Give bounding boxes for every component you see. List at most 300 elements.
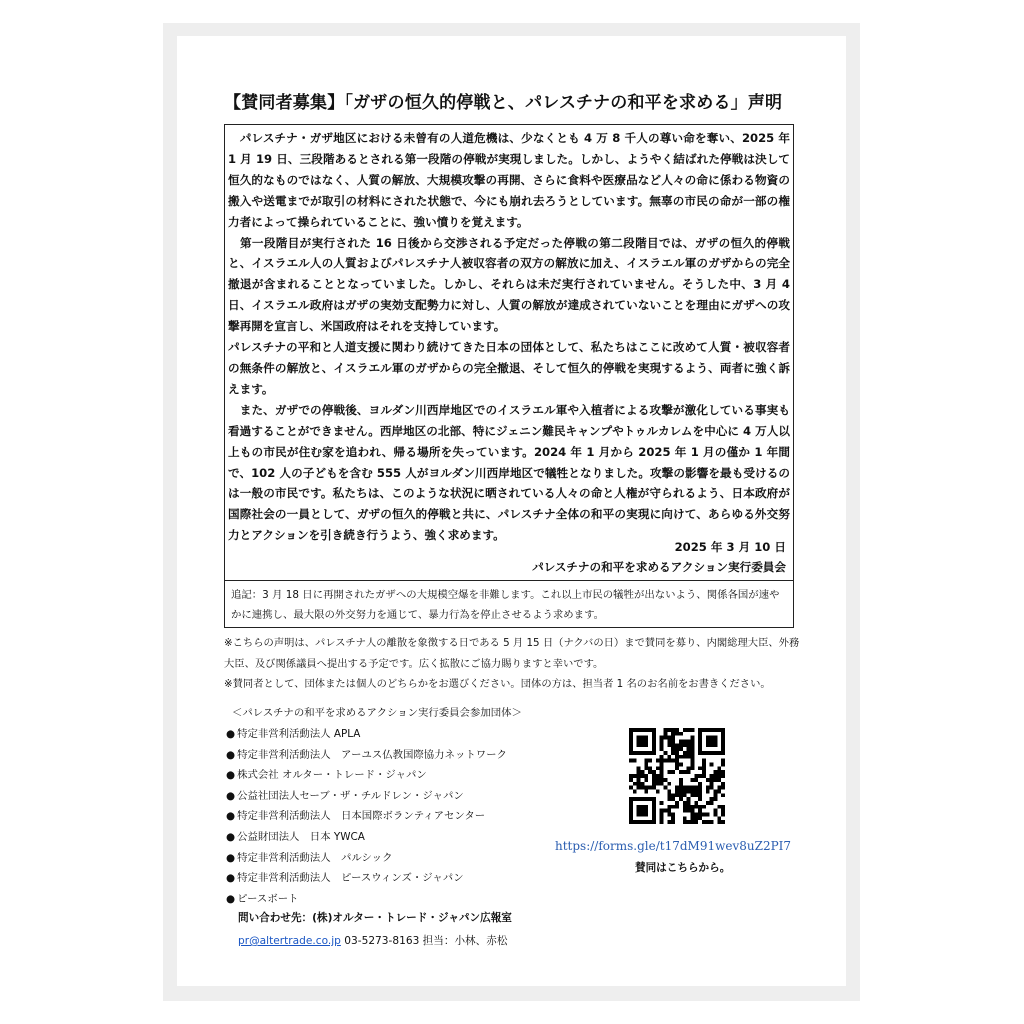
qr-module — [671, 805, 675, 809]
signup-qr-code[interactable] — [629, 728, 725, 824]
qr-module — [633, 751, 637, 755]
qr-module — [652, 805, 656, 809]
qr-module — [667, 740, 671, 744]
qr-module — [679, 789, 683, 793]
qr-module — [667, 755, 671, 759]
qr-module — [721, 786, 725, 790]
qr-module — [690, 793, 694, 797]
qr-module — [687, 805, 691, 809]
qr-module — [679, 778, 683, 782]
organization-item: ● 特定非営利活動法人 パルシック — [226, 848, 507, 869]
qr-module — [706, 820, 710, 824]
qr-module — [698, 789, 702, 793]
qr-module — [694, 786, 698, 790]
statement-date: 2025 年 3 月 10 日 — [674, 540, 786, 554]
qr-module — [717, 774, 721, 778]
statement-body — [228, 128, 790, 546]
qr-module — [710, 820, 714, 824]
organization-item: ● ピースボート — [226, 889, 507, 910]
qr-module — [702, 812, 706, 816]
qr-module — [660, 755, 664, 759]
qr-module — [698, 740, 702, 744]
contact-phone-and-staff: 03-5273-8163 担当：小林、赤松 — [340, 935, 508, 947]
qr-module — [721, 728, 725, 732]
qr-module — [664, 751, 668, 755]
qr-module — [679, 770, 683, 774]
qr-module — [690, 809, 694, 813]
qr-module — [637, 743, 641, 747]
qr-module — [664, 759, 668, 763]
qr-module — [683, 789, 687, 793]
qr-module — [671, 793, 675, 797]
qr-module — [702, 763, 706, 767]
qr-module — [667, 820, 671, 824]
qr-module — [660, 782, 664, 786]
qr-module — [710, 736, 714, 740]
qr-module — [710, 801, 714, 805]
qr-module — [706, 789, 710, 793]
statement-postscript: 追記：3 月 18 日に再開されたガザへの大規模空爆を非難します。これ以上市民の犠牲が出ないよう、関係各国が速やかに連携し、最大限の外交努力を通じて、暴力行為を停止させるよう求めます。 — [231, 589, 780, 621]
qr-module — [664, 728, 668, 732]
qr-module — [629, 736, 633, 740]
qr-module — [637, 778, 641, 782]
qr-module — [675, 751, 679, 755]
qr-module — [652, 778, 656, 782]
qr-module — [644, 759, 648, 763]
qr-module — [671, 740, 675, 744]
qr-module — [652, 782, 656, 786]
qr-module — [664, 732, 668, 736]
qr-module — [660, 759, 664, 763]
qr-module — [706, 778, 710, 782]
qr-module — [690, 740, 694, 744]
qr-module — [629, 759, 633, 763]
qr-module — [652, 740, 656, 744]
qr-module — [690, 812, 694, 816]
qr-module — [671, 820, 675, 824]
qr-module — [679, 786, 683, 790]
document-title: 【賛同者募集】「ガザの恒久的停戦と、パレスチナの和平を求める」声明 — [224, 93, 783, 113]
qr-module — [679, 740, 683, 744]
qr-module — [644, 766, 648, 770]
organization-item: ● 特定非営利活動法人 ピースウィンズ・ジャパン — [226, 868, 507, 889]
qr-module — [675, 728, 679, 732]
qr-module — [710, 786, 714, 790]
qr-module — [683, 820, 687, 824]
qr-module — [644, 728, 648, 732]
qr-module — [637, 766, 641, 770]
qr-module — [721, 782, 725, 786]
qr-module — [637, 820, 641, 824]
qr-module — [667, 759, 671, 763]
qr-module — [652, 751, 656, 755]
qr-module — [683, 743, 687, 747]
qr-module — [633, 797, 637, 801]
qr-module — [687, 743, 691, 747]
qr-module — [660, 820, 664, 824]
qr-module — [687, 740, 691, 744]
qr-module — [667, 736, 671, 740]
qr-module — [717, 816, 721, 820]
qr-module — [683, 755, 687, 759]
qr-module — [710, 728, 714, 732]
signup-caption: 賛同はこちらから。 — [635, 862, 731, 874]
note-line: ※賛同者として、団体または個人のどちらかをお選びください。団体の方は、担当者 1 名のお名前をお書きください。 — [224, 678, 771, 690]
qr-module — [683, 809, 687, 813]
qr-module — [656, 766, 660, 770]
qr-module — [690, 816, 694, 820]
qr-module — [717, 728, 721, 732]
qr-module — [656, 759, 660, 763]
statement-paragraph: 第一段階目が実行された 16 日後から交渉される予定だった停戦の第二段階目では、ガザの恒久的停戦と、イスラエル人の人質およびパレスチナ人被収容者の双方の解放に加え、イスラエル軍のガザからの完全撤退が含まれることとなっていました。しかし、それらは未だ実行されていません。そうした中、3 月 4 日、イスラエル政府はガザの実効支配勢力に対し、人質の解放が達成されていないことを理由にガザへの攻撃再開を宣言し、米国政府はそれを支持しています。 — [228, 235, 790, 334]
qr-module — [637, 728, 641, 732]
qr-module — [702, 805, 706, 809]
qr-module — [706, 740, 710, 744]
qr-module — [629, 728, 633, 732]
qr-module — [675, 743, 679, 747]
qr-module — [713, 797, 717, 801]
qr-module — [679, 747, 683, 751]
qr-module — [690, 763, 694, 767]
organizations-list — [226, 724, 507, 909]
qr-module — [660, 774, 664, 778]
qr-module — [690, 820, 694, 824]
qr-module — [641, 770, 645, 774]
qr-module — [667, 805, 671, 809]
qr-module — [698, 774, 702, 778]
qr-module — [713, 751, 717, 755]
qr-module — [660, 743, 664, 747]
qr-module — [679, 793, 683, 797]
notes-section — [224, 633, 804, 695]
qr-module — [629, 778, 633, 782]
qr-module — [694, 812, 698, 816]
qr-module — [687, 809, 691, 813]
qr-module — [667, 809, 671, 813]
qr-module — [641, 782, 645, 786]
qr-module — [713, 770, 717, 774]
qr-module — [690, 728, 694, 732]
qr-module — [660, 740, 664, 744]
statement-signatory: パレスチナの和平を求めるアクション実行委員会 — [532, 560, 786, 574]
qr-module — [710, 751, 714, 755]
qr-module — [644, 736, 648, 740]
qr-module — [652, 801, 656, 805]
qr-module — [690, 743, 694, 747]
qr-module — [641, 743, 645, 747]
contact-email-link[interactable]: pr@altertrade.co.jp — [238, 935, 341, 947]
qr-module — [687, 751, 691, 755]
qr-module — [656, 789, 660, 793]
qr-module — [648, 786, 652, 790]
qr-module — [667, 793, 671, 797]
qr-module — [690, 751, 694, 755]
qr-module — [641, 812, 645, 816]
qr-module — [660, 763, 664, 767]
qr-module — [694, 778, 698, 782]
qr-module — [633, 782, 637, 786]
qr-module — [687, 770, 691, 774]
qr-module — [694, 816, 698, 820]
qr-module — [675, 789, 679, 793]
qr-module — [637, 797, 641, 801]
qr-module — [679, 755, 683, 759]
qr-module — [690, 789, 694, 793]
organization-item: ● 公益財団法人 日本 YWCA — [226, 827, 507, 848]
qr-module — [671, 743, 675, 747]
qr-module — [629, 797, 633, 801]
qr-module — [698, 812, 702, 816]
organization-item: ● 特定非営利活動法人 APLA — [226, 724, 507, 745]
qr-module — [648, 751, 652, 755]
qr-module — [717, 778, 721, 782]
qr-module — [706, 751, 710, 755]
qr-module — [641, 797, 645, 801]
qr-module — [671, 747, 675, 751]
qr-module — [660, 778, 664, 782]
statement-paragraph: パレスチナの平和と人道支援に関わり続けてきた日本の団体として、私たちはここに改めて人質・被収容者の無条件の解放と、イスラエル軍のガザからの完全撤退、そして恒久的停戦を実現するよう、両者に強く訴えます。 — [228, 340, 790, 396]
qr-module — [698, 786, 702, 790]
qr-module — [721, 820, 725, 824]
qr-module — [690, 766, 694, 770]
qr-module — [671, 732, 675, 736]
qr-module — [717, 770, 721, 774]
qr-module — [675, 732, 679, 736]
qr-module — [629, 774, 633, 778]
qr-module — [721, 793, 725, 797]
qr-module — [690, 805, 694, 809]
qr-module — [637, 812, 641, 816]
qr-module — [652, 770, 656, 774]
qr-module — [648, 759, 652, 763]
qr-module — [721, 763, 725, 767]
qr-module — [721, 743, 725, 747]
qr-module — [675, 763, 679, 767]
qr-module — [683, 793, 687, 797]
qr-module — [683, 751, 687, 755]
qr-module — [675, 766, 679, 770]
qr-module — [721, 770, 725, 774]
statement-paragraph: パレスチナ・ガザ地区における未曾有の人道危機は、少なくとも 4 万 8 千人の尊い命を奪い、2025 年 1 月 19 日、三段階あるとされる第一段階の停戦が実現しました。しかし、ようやく結ばれた停戦は決して恒久的なものではなく、人質の解放、大規模攻撃の再開、さらに食料や医療品など人々の命に係わる物資の搬入や送電までが取引の材料にされた状態で、今にも崩れ去ろうとしています。無辜の市民の命が一部の権力者によって操られていることに、強い憤りを覚えます。 — [228, 131, 790, 229]
qr-module — [637, 740, 641, 744]
qr-module — [660, 736, 664, 740]
qr-module — [710, 743, 714, 747]
qr-module — [717, 820, 721, 824]
qr-module — [698, 736, 702, 740]
qr-module — [652, 774, 656, 778]
organization-item: ● 特定非営利活動法人 アーユス仏教国際協力ネットワーク — [226, 745, 507, 766]
qr-module — [687, 801, 691, 805]
qr-module — [702, 770, 706, 774]
qr-module — [690, 778, 694, 782]
qr-module — [633, 774, 637, 778]
qr-module — [675, 786, 679, 790]
signup-form-link[interactable]: https://forms.gle/t17dM91wev8uZ2PI7 — [555, 839, 792, 853]
qr-module — [698, 743, 702, 747]
qr-module — [664, 809, 668, 813]
qr-module — [710, 763, 714, 767]
qr-module — [679, 743, 683, 747]
qr-module — [679, 782, 683, 786]
qr-module — [721, 774, 725, 778]
qr-module — [641, 809, 645, 813]
box-divider — [224, 580, 794, 581]
qr-module — [648, 770, 652, 774]
contact-details-line — [238, 933, 507, 948]
qr-module — [637, 751, 641, 755]
qr-module — [671, 812, 675, 816]
qr-module — [671, 770, 675, 774]
qr-module — [652, 816, 656, 820]
qr-module — [644, 820, 648, 824]
qr-module — [675, 805, 679, 809]
qr-module — [683, 805, 687, 809]
qr-module — [710, 778, 714, 782]
qr-module — [698, 732, 702, 736]
qr-module — [637, 805, 641, 809]
qr-module — [694, 801, 698, 805]
qr-module — [660, 816, 664, 820]
qr-module — [706, 728, 710, 732]
qr-module — [698, 728, 702, 732]
qr-module — [713, 743, 717, 747]
qr-module — [667, 770, 671, 774]
qr-module — [667, 782, 671, 786]
qr-module — [660, 809, 664, 813]
qr-module — [698, 797, 702, 801]
qr-module — [652, 809, 656, 813]
qr-module — [683, 801, 687, 805]
qr-module — [690, 786, 694, 790]
qr-module — [629, 816, 633, 820]
qr-module — [713, 789, 717, 793]
qr-module — [664, 736, 668, 740]
qr-module — [721, 732, 725, 736]
qr-module — [706, 736, 710, 740]
qr-module — [717, 805, 721, 809]
qr-module — [675, 801, 679, 805]
qr-module — [717, 786, 721, 790]
organization-item: ● 公益社団法人セーブ・ザ・チルドレン・ジャパン — [226, 786, 507, 807]
qr-module — [641, 774, 645, 778]
qr-module — [633, 759, 637, 763]
qr-module — [706, 801, 710, 805]
qr-module — [637, 774, 641, 778]
qr-module — [675, 755, 679, 759]
qr-module — [690, 755, 694, 759]
qr-module — [644, 763, 648, 767]
qr-module — [698, 747, 702, 751]
qr-module — [637, 809, 641, 813]
qr-module — [660, 766, 664, 770]
qr-module — [667, 743, 671, 747]
qr-module — [713, 793, 717, 797]
qr-module — [652, 728, 656, 732]
qr-module — [641, 786, 645, 790]
qr-module — [644, 778, 648, 782]
qr-module — [629, 747, 633, 751]
qr-module — [713, 740, 717, 744]
qr-module — [644, 786, 648, 790]
qr-module — [713, 728, 717, 732]
qr-module — [683, 728, 687, 732]
qr-module — [641, 805, 645, 809]
qr-module — [652, 747, 656, 751]
qr-module — [717, 751, 721, 755]
qr-module — [644, 805, 648, 809]
qr-module — [683, 740, 687, 744]
qr-module — [713, 774, 717, 778]
qr-module — [702, 728, 706, 732]
qr-module — [706, 743, 710, 747]
qr-module — [671, 728, 675, 732]
qr-module — [652, 743, 656, 747]
qr-module — [667, 728, 671, 732]
qr-module — [644, 809, 648, 813]
qr-module — [629, 812, 633, 816]
qr-module — [702, 766, 706, 770]
qr-module — [706, 812, 710, 816]
qr-module — [656, 778, 660, 782]
qr-module — [694, 805, 698, 809]
qr-module — [687, 820, 691, 824]
qr-module — [675, 759, 679, 763]
qr-module — [721, 805, 725, 809]
qr-module — [698, 751, 702, 755]
qr-module — [694, 793, 698, 797]
qr-module — [706, 786, 710, 790]
qr-module — [683, 786, 687, 790]
qr-module — [710, 774, 714, 778]
organizations-heading: ＜パレスチナの和平を求めるアクション実行委員会参加団体＞ — [232, 707, 522, 719]
qr-module — [664, 786, 668, 790]
qr-module — [694, 774, 698, 778]
qr-module — [721, 812, 725, 816]
qr-module — [671, 751, 675, 755]
qr-module — [644, 743, 648, 747]
contact-label: 問い合わせ先：(株)オルター・トレード・ジャパン広報室 — [238, 912, 512, 924]
qr-module — [660, 747, 664, 751]
qr-module — [690, 747, 694, 751]
qr-module — [710, 740, 714, 744]
qr-module — [683, 816, 687, 820]
organization-item: ● 株式会社 オルター・トレード・ジャパン — [226, 765, 507, 786]
qr-module — [717, 789, 721, 793]
qr-module — [667, 812, 671, 816]
qr-module — [660, 801, 664, 805]
qr-module — [652, 732, 656, 736]
qr-module — [687, 755, 691, 759]
qr-module — [721, 751, 725, 755]
qr-module — [660, 770, 664, 774]
qr-module — [702, 820, 706, 824]
qr-module — [633, 728, 637, 732]
qr-module — [698, 766, 702, 770]
note-line: ※こちらの声明は、パレスチナ人の離散を象徴する日である 5 月 15 日（ナクバの日）まで賛同を募り、内閣総理大臣、外務大臣、及び関係議員へ提出する予定です。広く拡散にご協力賜りますと幸いです。 — [224, 637, 800, 670]
qr-module — [637, 736, 641, 740]
qr-module — [644, 774, 648, 778]
qr-module — [687, 789, 691, 793]
qr-module — [644, 751, 648, 755]
qr-module — [679, 732, 683, 736]
qr-module — [675, 747, 679, 751]
qr-module — [648, 728, 652, 732]
qr-module — [702, 751, 706, 755]
qr-module — [667, 797, 671, 801]
qr-module — [721, 740, 725, 744]
qr-module — [629, 751, 633, 755]
qr-module — [664, 778, 668, 782]
